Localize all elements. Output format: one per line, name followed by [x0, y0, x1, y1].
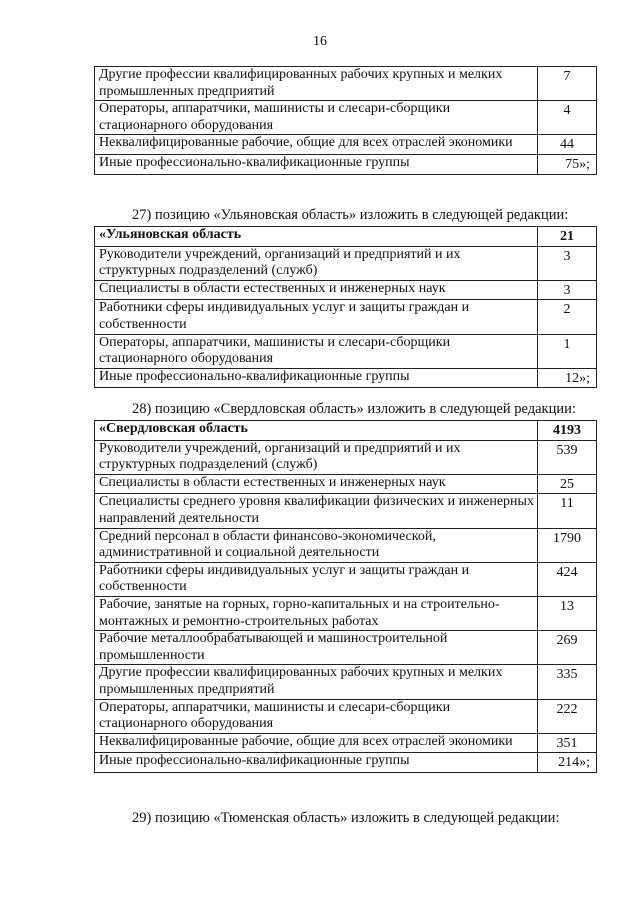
table-row — [95, 596, 597, 630]
row-value: 11 — [538, 494, 597, 528]
row-value: 222 — [538, 699, 597, 733]
table-row — [95, 368, 597, 388]
region-total: 21 — [538, 227, 597, 247]
row-value: 1790 — [538, 528, 597, 562]
table-row — [95, 67, 597, 101]
row-name: Неквалифицированные рабочие, общие для всех отраслей экономики — [95, 733, 538, 753]
row-name: Другие профессии квалифицированных рабочих крупных и мелких промышленных предприятий — [95, 67, 538, 101]
row-name: Иные профессионально-квалификационные группы — [95, 753, 538, 773]
table-continued — [94, 66, 597, 175]
row-value: 4 — [538, 101, 597, 135]
row-value: 1 — [538, 334, 597, 368]
table-row — [95, 154, 597, 174]
row-name: Операторы, аппаратчики, машинисты и слесари-сборщики стационарного оборудования — [95, 699, 538, 733]
table-row — [95, 280, 597, 300]
row-value: 3 — [538, 246, 597, 280]
table-row — [95, 631, 597, 665]
table-row — [95, 474, 597, 494]
row-value: 7 — [538, 67, 597, 101]
row-name: Специалисты в области естественных и инженерных наук — [95, 280, 538, 300]
table-row — [95, 334, 597, 368]
row-name: Руководители учреждений, организаций и предприятий и их структурных подразделений (служб) — [95, 246, 538, 280]
row-name: Другие профессии квалифицированных рабочих крупных и мелких промышленных предприятий — [95, 665, 538, 699]
table-header-row — [95, 421, 597, 441]
paragraph-text: 29) позицию «Тюменская область» изложить в следующей редакции: — [132, 810, 560, 826]
table-row — [95, 753, 597, 773]
row-value: 424 — [538, 562, 597, 596]
row-value: 13 — [538, 596, 597, 630]
row-value: 2 — [538, 300, 597, 334]
row-name: Работники сферы индивидуальных услуг и защиты граждан и собственности — [95, 300, 538, 334]
table-row — [95, 665, 597, 699]
paragraph-text: 28) позицию «Свердловская область» изложить в следующей редакции: — [132, 401, 576, 417]
row-value: 25 — [538, 474, 597, 494]
row-value: 75»; — [538, 154, 597, 174]
row-name: Неквалифицированные рабочие, общие для всех отраслей экономики — [95, 135, 538, 155]
row-name: Иные профессионально-квалификационные группы — [95, 154, 538, 174]
row-value: 44 — [538, 135, 597, 155]
row-name: Операторы, аппаратчики, машинисты и слесари-сборщики стационарного оборудования — [95, 101, 538, 135]
region-name: «Ульяновская область — [95, 227, 538, 247]
row-value: 12»; — [538, 368, 597, 388]
row-value: 214»; — [538, 753, 597, 773]
table-row — [95, 562, 597, 596]
table-row — [95, 733, 597, 753]
row-value: 3 — [538, 280, 597, 300]
table-sverdlovsk — [94, 420, 597, 773]
table-row — [95, 440, 597, 474]
table-header-row — [95, 227, 597, 247]
row-name: Рабочие металлообрабатывающей и машиностроительной промышленности — [95, 631, 538, 665]
region-total: 4193 — [538, 421, 597, 441]
table-row — [95, 135, 597, 155]
table-row — [95, 494, 597, 528]
row-value: 539 — [538, 440, 597, 474]
row-name: Руководители учреждений, организаций и предприятий и их структурных подразделений (служб) — [95, 440, 538, 474]
paragraph-text: 27) позицию «Ульяновская область» изложить в следующей редакции: — [132, 207, 569, 223]
region-name: «Свердловская область — [95, 421, 538, 441]
row-name: Рабочие, занятые на горных, горно-капитальных и на строительно-монтажных и ремонтно-строительных работах — [95, 596, 538, 630]
row-value: 335 — [538, 665, 597, 699]
table-row — [95, 246, 597, 280]
row-name: Операторы, аппаратчики, машинисты и слесари-сборщики стационарного оборудования — [95, 334, 538, 368]
table-row — [95, 300, 597, 334]
row-value: 269 — [538, 631, 597, 665]
row-name: Специалисты в области естественных и инженерных наук — [95, 474, 538, 494]
row-value: 351 — [538, 733, 597, 753]
table-row — [95, 699, 597, 733]
row-name: Средний персонал в области финансово-экономической, административной и социальной деятельности — [95, 528, 538, 562]
row-name: Работники сферы индивидуальных услуг и защиты граждан и собственности — [95, 562, 538, 596]
row-name: Специалисты среднего уровня квалификации физических и инженерных направлений деятельности — [95, 494, 538, 528]
table-ulyanovsk — [94, 226, 597, 388]
row-name: Иные профессионально-квалификационные группы — [95, 368, 538, 388]
table-row — [95, 101, 597, 135]
table-row — [95, 528, 597, 562]
page-number: 16 — [313, 34, 327, 49]
